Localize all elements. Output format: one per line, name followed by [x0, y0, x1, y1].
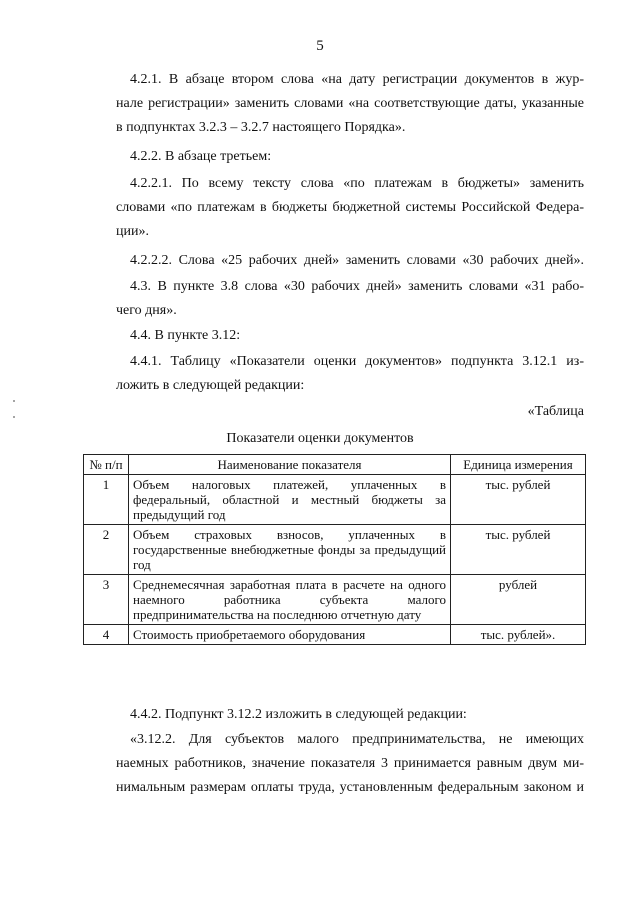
- text-line: 4.4.1. Таблицу «Показатели оценки документов» подпункта 3.12.1 из-: [130, 354, 584, 369]
- paragraph-4-4: [116, 324, 584, 348]
- text-line: 4.4. В пункте 3.12:: [130, 328, 241, 343]
- text-line: чего дня».: [116, 303, 177, 318]
- row-name: Объем страховых взносов, уплаченных в государственные внебюджетные фонды за предыдущий год: [129, 525, 451, 575]
- paragraph-4-4-1: [116, 350, 584, 398]
- table-caption: Показатели оценки документов: [226, 431, 414, 446]
- table-row: [84, 625, 586, 645]
- table-row: [84, 575, 586, 625]
- paragraph-4-2-2-2: [116, 249, 584, 273]
- indicators-table: [83, 454, 586, 645]
- row-unit: тыс. рублей».: [451, 625, 586, 645]
- text-line: 4.2.2.2. Слова «25 рабочих дней» заменить словами «30 рабочих дней».: [130, 253, 584, 268]
- row-number: 4: [84, 625, 129, 645]
- scan-speck: [13, 416, 15, 418]
- paragraph-4-2-2: [116, 145, 584, 169]
- row-number: 3: [84, 575, 129, 625]
- table-row: [84, 525, 586, 575]
- text-line: ции».: [116, 224, 149, 239]
- text-line: наемных работников, значение показателя 3 принимается равным двум ми-: [116, 756, 584, 771]
- table-row: [84, 475, 586, 525]
- row-number: 2: [84, 525, 129, 575]
- paragraph-4-2-1: [116, 68, 584, 140]
- text-line: 4.4.2. Подпункт 3.12.2 изложить в следующей редакции:: [130, 707, 467, 722]
- paragraph-4-4-2: [116, 703, 584, 727]
- text-line: ложить в следующей редакции:: [116, 378, 305, 393]
- table-header-row: [84, 455, 586, 475]
- text-line: 4.2.2.1. По всему тексту слова «по платежам в бюджеты» заменить: [130, 176, 584, 191]
- table-label: «Таблица: [527, 404, 584, 419]
- text-line: нимальным размерам оплаты труда, установленным федеральным законом и: [116, 780, 584, 795]
- row-number: 1: [84, 475, 129, 525]
- header-name: Наименование показателя: [129, 455, 451, 475]
- text-line: словами «по платежам в бюджеты бюджетной системы Российской Федера-: [116, 200, 584, 215]
- text-line: 4.3. В пункте 3.8 слова «30 рабочих дней» заменить словами «31 рабо-: [130, 279, 584, 294]
- text-line: нале регистрации» заменить словами «на соответствующие даты, указанные: [116, 96, 584, 111]
- scan-speck: [13, 400, 15, 402]
- text-line: в подпунктах 3.2.3 – 3.2.7 настоящего Порядка».: [116, 120, 406, 135]
- header-unit: Единица измерения: [451, 455, 586, 475]
- row-unit: рублей: [451, 575, 586, 625]
- text-line: 4.2.2. В абзаце третьем:: [130, 149, 272, 164]
- row-name: Стоимость приобретаемого оборудования: [129, 625, 451, 645]
- row-name: Объем налоговых платежей, уплаченных в федеральный, областной и местный бюджеты за предыдущий год: [129, 475, 451, 525]
- text-line: 4.2.1. В абзаце втором слова «на дату регистрации документов в жур-: [130, 72, 584, 87]
- text-line: «3.12.2. Для субъектов малого предпринимательства, не имеющих: [130, 732, 584, 747]
- page-number: 5: [316, 38, 324, 54]
- header-number: № п/п: [84, 455, 129, 475]
- paragraph-3-12-2: [116, 728, 584, 800]
- row-unit: тыс. рублей: [451, 525, 586, 575]
- row-name: Среднемесячная заработная плата в расчете на одного наемного работника субъекта малого предпринимательства на последнюю отчетную дату: [129, 575, 451, 625]
- row-unit: тыс. рублей: [451, 475, 586, 525]
- paragraph-4-2-2-1: [116, 172, 584, 244]
- paragraph-4-3: [116, 275, 584, 323]
